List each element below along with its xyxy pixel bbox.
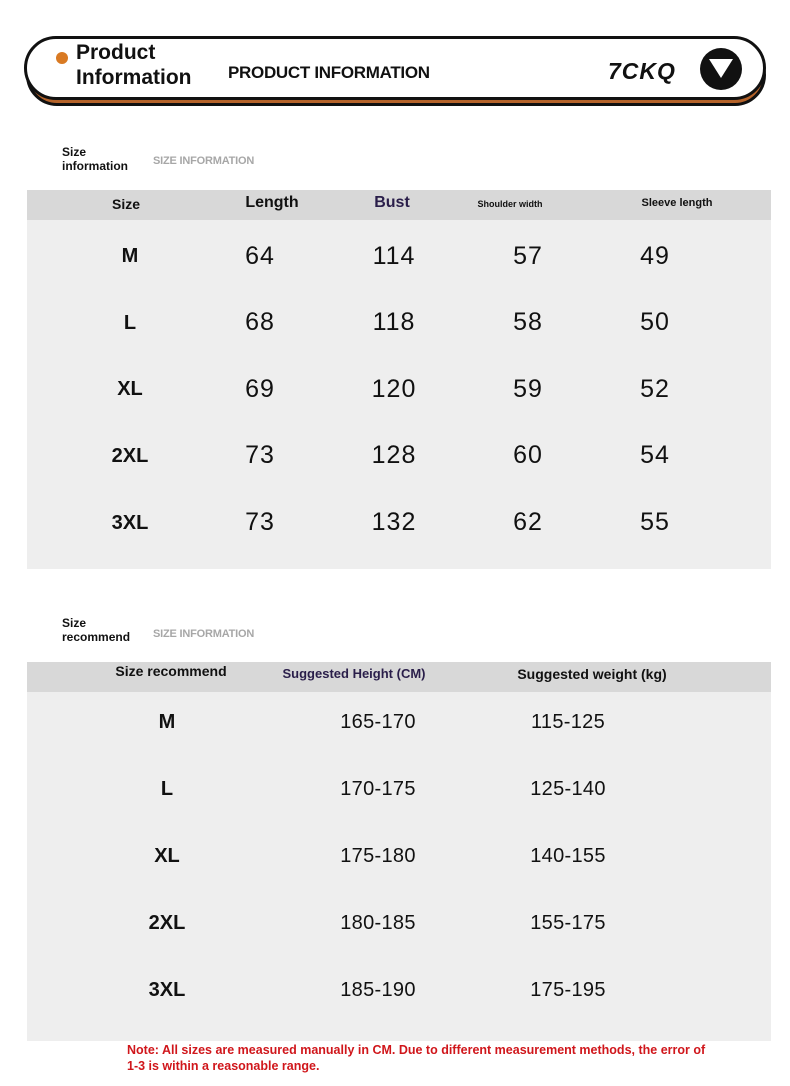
table-cell: XL [154, 845, 180, 867]
banner-title-line2: Information [76, 66, 192, 89]
table-cell: 62 [513, 508, 543, 536]
table-cell: 125-140 [530, 778, 606, 800]
size-info-table-body [27, 220, 771, 569]
table-cell: 175-180 [340, 845, 416, 867]
table-cell: 165-170 [340, 711, 416, 733]
col-header-sleeve: Sleeve length [641, 197, 713, 209]
table-cell: 170-175 [340, 778, 416, 800]
banner-title [76, 40, 192, 90]
table-cell: 185-190 [340, 979, 416, 1001]
table-cell: 2XL [148, 912, 186, 934]
table-cell: 114 [372, 242, 416, 270]
table-cell: 57 [513, 242, 543, 270]
size-info-label [62, 145, 128, 173]
table-cell: 73 [245, 441, 275, 469]
banner-subtitle: PRODUCT INFORMATION [228, 63, 430, 82]
col-header-height: Suggested Height (CM) [282, 666, 426, 681]
table-cell: L [160, 778, 174, 800]
table-cell: 2XL [111, 445, 149, 467]
table-cell: 59 [513, 375, 543, 403]
table-cell: 55 [640, 508, 670, 536]
table-cell: 68 [245, 308, 275, 336]
table-cell: 73 [245, 508, 275, 536]
brand-logo: 7CKQ [608, 58, 676, 84]
col-header-length: Length [245, 194, 299, 211]
table-cell: 175-195 [530, 979, 606, 1001]
table-cell: L [123, 312, 137, 334]
table-cell: 49 [640, 242, 670, 270]
size-recommend-label-line2: recommend [62, 630, 131, 644]
table-cell: 3XL [148, 979, 186, 1001]
table-cell: 115-125 [530, 711, 606, 733]
table-cell: M [158, 711, 176, 733]
table-cell: 132 [371, 508, 417, 536]
table-cell: 120 [371, 375, 417, 403]
col-header-size: Size [111, 196, 141, 212]
col-header-size-recommend: Size recommend [115, 663, 227, 679]
col-header-weight: Suggested weight (kg) [517, 666, 667, 682]
size-recommend-table-header [27, 662, 771, 692]
table-cell: 50 [640, 308, 670, 336]
table-cell: 140-155 [530, 845, 606, 867]
size-recommend-tag: SIZE INFORMATION [153, 628, 255, 640]
banner-title-line1: Product [76, 41, 156, 64]
bullet-dot-icon [56, 52, 68, 64]
table-cell: 58 [513, 308, 543, 336]
table-cell: 155-175 [530, 912, 606, 934]
size-info-table-header [27, 190, 771, 220]
table-cell: 180-185 [340, 912, 416, 934]
chevron-down-icon [700, 48, 742, 90]
size-recommend-label-line1: Size [62, 616, 87, 630]
table-cell: 3XL [111, 512, 149, 534]
table-cell: 52 [640, 375, 670, 403]
table-cell: 60 [513, 441, 543, 469]
size-info-tag: SIZE INFORMATION [153, 155, 255, 167]
size-recommend-label [62, 616, 130, 644]
table-cell: XL [117, 378, 143, 400]
table-cell: 69 [245, 375, 275, 403]
col-header-bust: Bust [374, 194, 410, 211]
table-cell: M [121, 245, 139, 267]
size-recommend-table-body [27, 692, 771, 1041]
table-cell: 128 [371, 441, 417, 469]
measurement-note: Note: All sizes are measured manually in CM. Due to different measurement methods, the error of 1-3 is within a reasonable range. [127, 1043, 706, 1073]
col-header-shoulder: Shoulder width [477, 199, 543, 209]
table-cell: 118 [372, 308, 416, 336]
size-info-label-line1: Size [62, 145, 87, 159]
size-info-label-line2: information [62, 159, 128, 173]
table-cell: 54 [640, 441, 670, 469]
table-cell: 64 [245, 242, 275, 270]
